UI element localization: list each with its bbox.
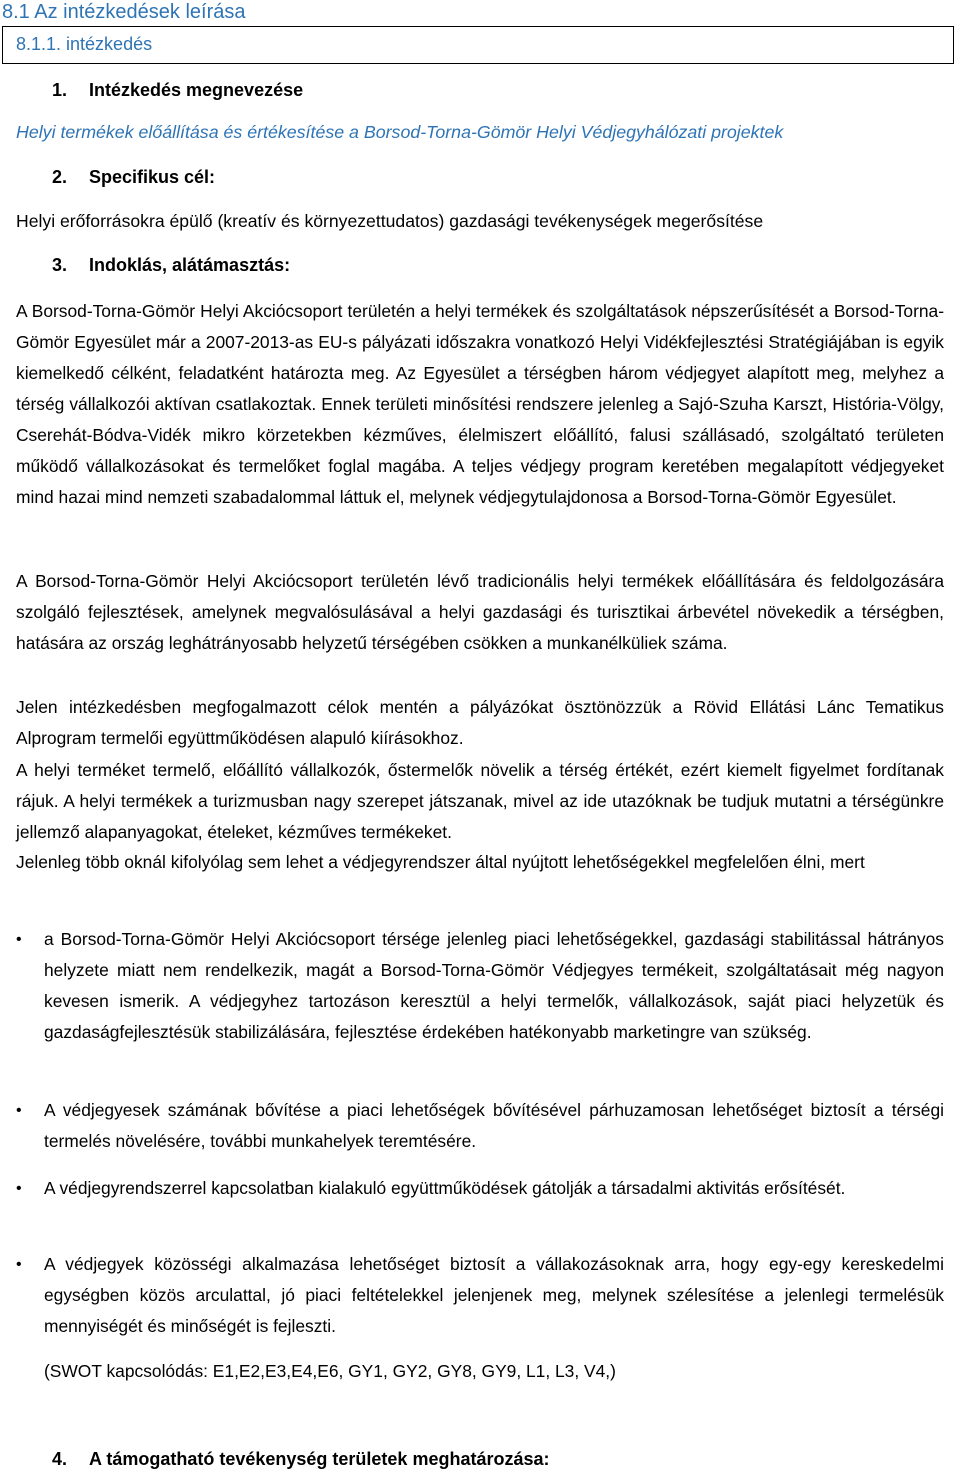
paragraph-4: A helyi terméket termelő, előállító vállalkozók, őstermelők növelik a térség értékét, ezért kiemelt figyelmet fordítanak rájuk. A helyi termékek a turizmusban nagy szerepet játszanak, mivel az ide utazóknak be tudjuk mutatni a térségünkre jellemző alapanyagokat, ételeket, kézműves termékeket. xyxy=(16,760,944,842)
bullet-item xyxy=(16,1173,944,1204)
paragraph-2: A Borsod-Torna-Gömör Helyi Akciócsoport területén lévő tradicionális helyi termékek előállítására és feldolgozására szolgáló fejlesztések, amelynek megvalósulásával a helyi gazdasági és turisztikai árbevétel növekedik a térségben, hatására az ország leghátrányosabb helyzetű térségében csökken a munkanélküliek száma. xyxy=(16,571,944,653)
bullet-item xyxy=(16,1249,944,1342)
bullet-icon: • xyxy=(16,1256,22,1273)
bullet-item xyxy=(16,1095,944,1157)
section-3-heading xyxy=(52,254,290,276)
bullet-icon: • xyxy=(16,1180,22,1197)
section-2-heading xyxy=(52,166,215,188)
bullet-text: A védjegyek közösségi alkalmazása lehetőséget biztosít a vállakozásoknak arra, hogy egy-egy kereskedelmi egységben közös arculattal, jó piaci feltételekkel jelenjenek meg, melynek szélesítése a jelenlegi termelésük mennyiségét és minőségét is fejleszti. xyxy=(44,1254,944,1336)
specific-goal-text: Helyi erőforrásokra épülő (kreatív és környezettudatos) gazdasági tevékenységek megerősítése xyxy=(16,211,764,231)
measure-name: Helyi termékek előállítása és értékesítése a Borsod-Torna-Gömör Helyi Védjegyhálózati projektek xyxy=(16,122,784,142)
section-number: 4. xyxy=(52,1449,68,1469)
section-title: Indoklás, alátámasztás: xyxy=(89,255,291,275)
bullet-item xyxy=(16,924,944,1048)
section-title: A támogatható tevékenység területek meghatározása: xyxy=(89,1449,550,1469)
paragraph-1: A Borsod-Torna-Gömör Helyi Akciócsoport területén a helyi termékek és szolgáltatások népszerűsítését a Borsod-Torna-Gömör Egyesület már a 2007-2013-as EU-s pályázati időszakra vonatkozó Helyi Vidékfejlesztési Stratégiájában is egyik kiemelkedő célként, feladatként határozta meg. Az Egyesület a térségben három védjegyet alapított meg, melyhez a térség vállalkozói aktívan csatlakoztak. Ennek területi minősítési rendszere jelenleg a Sajó-Szuha Karszt, História-Völgy, Cserehát-Bódva-Vidék mikro körzetekben kézműves, élelmiszert előállító, falusi szállásadó, szolgáltató területen működő vállalkozásokat és termelőket foglal magába. A teljes védjegy program keretében megalapított védjegyeket mind hazai mind nemzeti szabadalommal láttuk el, melynek védjegytulajdonosa a Borsod-Torna-Gömör Egyesület. xyxy=(16,301,944,507)
section-title: Specifikus cél: xyxy=(89,167,216,187)
bullet-icon: • xyxy=(16,931,22,948)
paragraph-3: Jelen intézkedésben megfogalmazott célok mentén a pályázókat ösztönözzük a Rövid Ellátási Lánc Tematikus Alprogram termelői együttműködésen alapuló kiírásokhoz. xyxy=(16,697,944,748)
section-4-heading xyxy=(52,1448,550,1470)
section-1-heading xyxy=(52,79,303,101)
swot-reference: (SWOT kapcsolódás: E1,E2,E3,E4,E6, GY1, GY2, GY8, GY9, L1, L3, V4,) xyxy=(44,1361,616,1381)
paragraph-5: Jelenleg több oknál kifolyólag sem lehet a védjegyrendszer által nyújtott lehetőségekkel megfelelően élni, mert xyxy=(16,852,865,872)
bullet-icon: • xyxy=(16,1102,22,1119)
bullet-text: A védjegyrendszerrel kapcsolatban kialakuló együttműködések gátolják a társadalmi aktivitás erősítését. xyxy=(44,1178,846,1198)
section-title: Intézkedés megnevezése xyxy=(89,80,304,100)
bullet-text: A védjegyesek számának bővítése a piaci lehetőségek bővítésével párhuzamosan lehetőséget biztosít a térségi termelés növelésére, további munkahelyek teremtésére. xyxy=(44,1100,944,1151)
bullet-text: a Borsod-Torna-Gömör Helyi Akciócsoport térsége jelenleg piaci lehetőségekkel, gazdasági stabilitással hátrányos helyzete miatt nem rendelkezik, magát a Borsod-Torna-Gömör Védjegyes termékeit, szolgáltatásait még nagyon kevesen ismerik. A védjegyhez tartozáson keresztül a helyi termelők, vállalkozások, saját piaci helyzetük és gazdaságfejlesztésük stabilizálására, fejlesztése érdekében hatékonyabb marketingre van szükség. xyxy=(44,929,944,1042)
chapter-heading: 8.1 Az intézkedések leírása xyxy=(2,1,246,23)
section-number: 3. xyxy=(52,255,68,275)
section-number: 1. xyxy=(52,80,68,100)
section-number: 2. xyxy=(52,167,68,187)
subheading: 8.1.1. intézkedés xyxy=(16,34,153,54)
